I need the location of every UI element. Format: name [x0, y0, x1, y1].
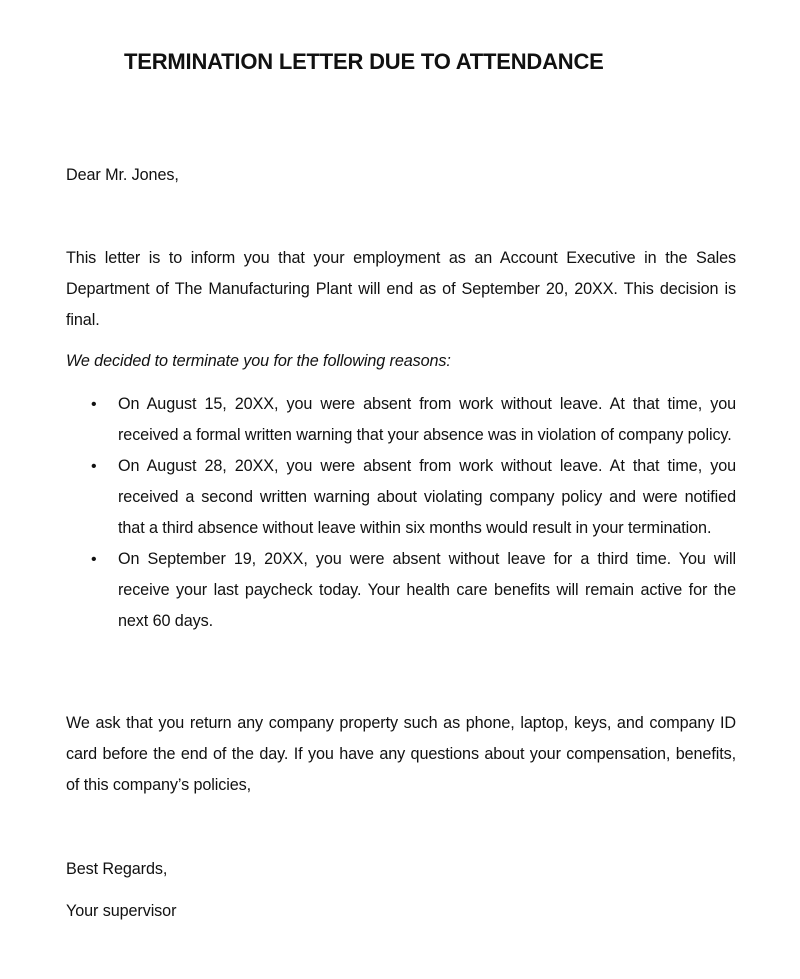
closing-paragraph: We ask that you return any company property such as phone, laptop, keys, and company ID card before the end of the day. If you have any questions about your compensation, benefits, of this company’s policies, — [66, 714, 736, 794]
reasons-list — [0, 389, 800, 637]
signature: Your supervisor — [66, 902, 177, 920]
reason-text: On August 28, 20XX, you were absent from work without leave. At that time, you received a second written warning about violating company policy and were notified that a third absence without leave within six months would result in your termination. — [118, 457, 736, 537]
bullet-icon: • — [91, 396, 97, 413]
reason-list-item — [91, 389, 736, 451]
reason-text: On August 15, 20XX, you were absent from work without leave. At that time, you received a formal written warning that your absence was in violation of company policy. — [118, 395, 736, 444]
bullet-icon: • — [91, 458, 97, 475]
reason-text: On September 19, 20XX, you were absent without leave for a third time. You will receive your last paycheck today. Your health care benefits will remain active for the next 60 days. — [118, 550, 736, 630]
reason-list-item — [91, 544, 736, 637]
letter-title: TERMINATION LETTER DUE TO ATTENDANCE — [124, 49, 604, 74]
reason-list-item — [91, 451, 736, 544]
greeting: Dear Mr. Jones, — [66, 166, 179, 184]
reasons-heading: We decided to terminate you for the following reasons: — [66, 352, 451, 370]
bullet-icon: • — [91, 551, 97, 568]
intro-paragraph: This letter is to inform you that your employment as an Account Executive in the Sales Department of The Manufacturing Plant will end as of September 20, 20XX. This decision is final. — [66, 249, 736, 329]
sign-off: Best Regards, — [66, 860, 168, 878]
